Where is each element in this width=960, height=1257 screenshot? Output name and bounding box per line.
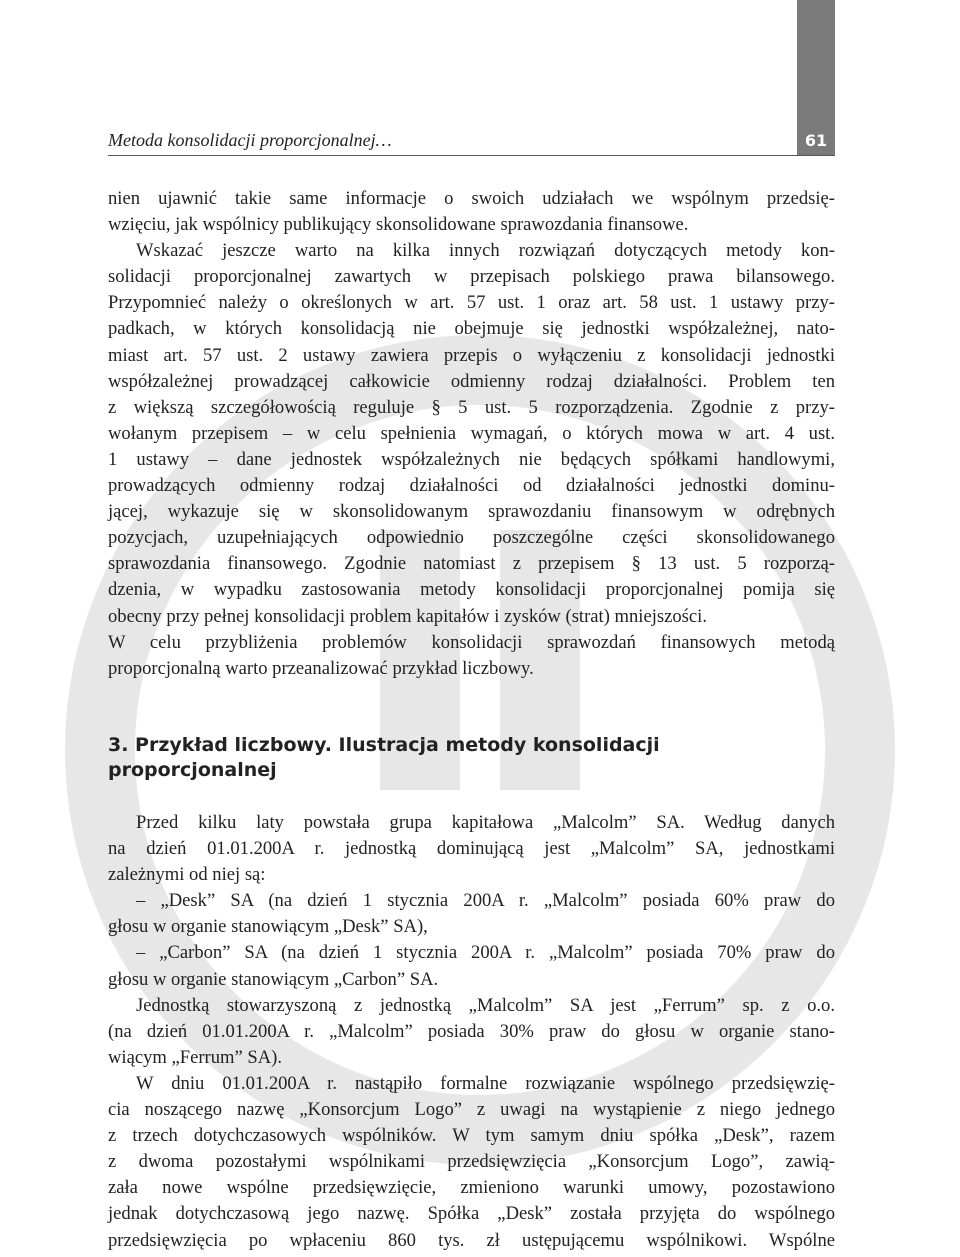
- text-line: zała nowe wspólne przedsięwzięcie, zmieniono warunki umowy, pozostawiono: [108, 1177, 835, 1199]
- text-line: przedsięwzięcia po wpłaceniu 860 tys. zł ustępującemu wspólnikowi. Wspólne: [108, 1229, 835, 1251]
- text-line: głosu w organie stanowiącym „Desk” SA),: [108, 916, 428, 938]
- running-header: Metoda konsolidacji proporcjonalnej…: [108, 130, 392, 150]
- text-line: na dzień 01.01.200A r. jednostką dominującą jest „Malcolm” SA, jednostkami: [108, 838, 835, 860]
- text-line: wołanym przepisem – w celu spełnienia wymagań, o których mowa w art. 4 ust.: [108, 422, 835, 444]
- text-line: współzależnej prowadzącej całkowicie odmienny rodzaj działalności. Problem ten: [108, 370, 835, 392]
- text-line: W celu przybliżenia problemów konsolidacji sprawozdań finansowych metodą: [108, 631, 835, 653]
- text-line: Przed kilku laty powstała grupa kapitałowa „Malcolm” SA. Według danych: [136, 812, 835, 833]
- text-line: solidacji proporcjonalnej zawartych w przepisach polskiego prawa bilansowego.: [108, 266, 835, 288]
- text-line: obecny przy pełnej konsolidacji problem kapitałów i zysków (strat) mniejszości.: [108, 605, 707, 627]
- text-line: z większą szczegółowością reguluje § 5 ust. 5 rozporządzenia. Zgodnie z przy-: [108, 396, 835, 418]
- text-line: pozycjach, uzupełniających odpowiednio poszczególne części skonsolidowanego: [108, 527, 835, 549]
- text-line: miast art. 57 ust. 2 ustawy zawiera przepis o wyłączeniu z konsolidacji jednostki: [108, 344, 835, 366]
- text-line: 1 ustawy – dane jednostek współzależnych nie będących spółkami handlowymi,: [108, 448, 835, 470]
- text-line: – „Carbon” SA (na dzień 1 stycznia 200A r. „Malcolm” posiada 70% praw do: [136, 942, 835, 964]
- body-text-bottom: [108, 810, 835, 1254]
- text-line: jednak dotychczasową jego nazwę. Spółka „Desk” została przyjęta do wspólnego: [108, 1203, 835, 1225]
- text-line: z dwoma pozostałymi wspólnikami przedsięwzięcia „Konsorcjum Logo”, zawią-: [108, 1151, 835, 1173]
- section-heading-line: 3. Przykład liczbowy. Ilustracja metody konsolidacji: [108, 734, 660, 756]
- section-heading: [108, 733, 808, 783]
- text-line: jącej, wykazuje się w skonsolidowanym sprawozdaniu finansowym w odrębnych: [108, 501, 835, 523]
- text-line: Wskazać jeszcze warto na kilka innych rozwiązań dotyczących metody kon-: [136, 240, 835, 262]
- text-line: z trzech dotychczasowych wspólników. W tym samym dniu spółka „Desk”, razem: [108, 1125, 835, 1147]
- text-line: dzenia, w wypadku zastosowania metody konsolidacji proporcjonalnej pomija się: [108, 579, 835, 601]
- text-line: prowadzących odmienny rodzaj działalności od działalności jednostki dominu-: [108, 475, 835, 497]
- text-line: zależnymi od niej są:: [108, 864, 266, 886]
- text-line: Przypomnieć należy o określonych w art. 57 ust. 1 oraz art. 58 ust. 1 ustawy przy-: [108, 292, 835, 314]
- text-line: cia noszącego nazwę „Konsorcjum Logo” z uwagi na wystąpienie z niego jednego: [108, 1099, 835, 1121]
- text-line: – „Desk” SA (na dzień 1 stycznia 200A r. „Malcolm” posiada 60% praw do: [136, 890, 835, 912]
- text-line: proporcjonalną warto przeanalizować przykład liczbowy.: [108, 657, 534, 679]
- text-line: nien ujawnić takie same informacje o swoich udziałach we wspólnym przedsię-: [108, 188, 835, 209]
- page-number: 61: [804, 131, 828, 150]
- text-line: wzięciu, jak wspólnicy publikujący skonsolidowane sprawozdania finansowe.: [108, 214, 689, 236]
- text-line: padkach, w których konsolidacją nie obejmuje się jednostki współzależnej, nato-: [108, 318, 835, 340]
- text-line: wiącym „Ferrum” SA).: [108, 1046, 283, 1068]
- text-line: głosu w organie stanowiącym „Carbon” SA.: [108, 968, 439, 990]
- text-line: W dniu 01.01.200A r. nastąpiło formalne rozwiązanie wspólnego przedsięwzię-: [136, 1072, 835, 1094]
- text-line: (na dzień 01.01.200A r. „Malcolm” posiada 30% praw do głosu w organie stano-: [108, 1020, 835, 1042]
- header-rule: [108, 155, 835, 156]
- text-line: Jednostką stowarzyszoną z jednostką „Malcolm” SA jest „Ferrum” sp. z o.o.: [136, 994, 835, 1016]
- body-text-top: [108, 186, 835, 682]
- section-heading-line: proporcjonalnej: [108, 759, 277, 781]
- text-line: sprawozdania finansowego. Zgodnie natomiast z przepisem § 13 ust. 5 rozporzą-: [108, 553, 835, 575]
